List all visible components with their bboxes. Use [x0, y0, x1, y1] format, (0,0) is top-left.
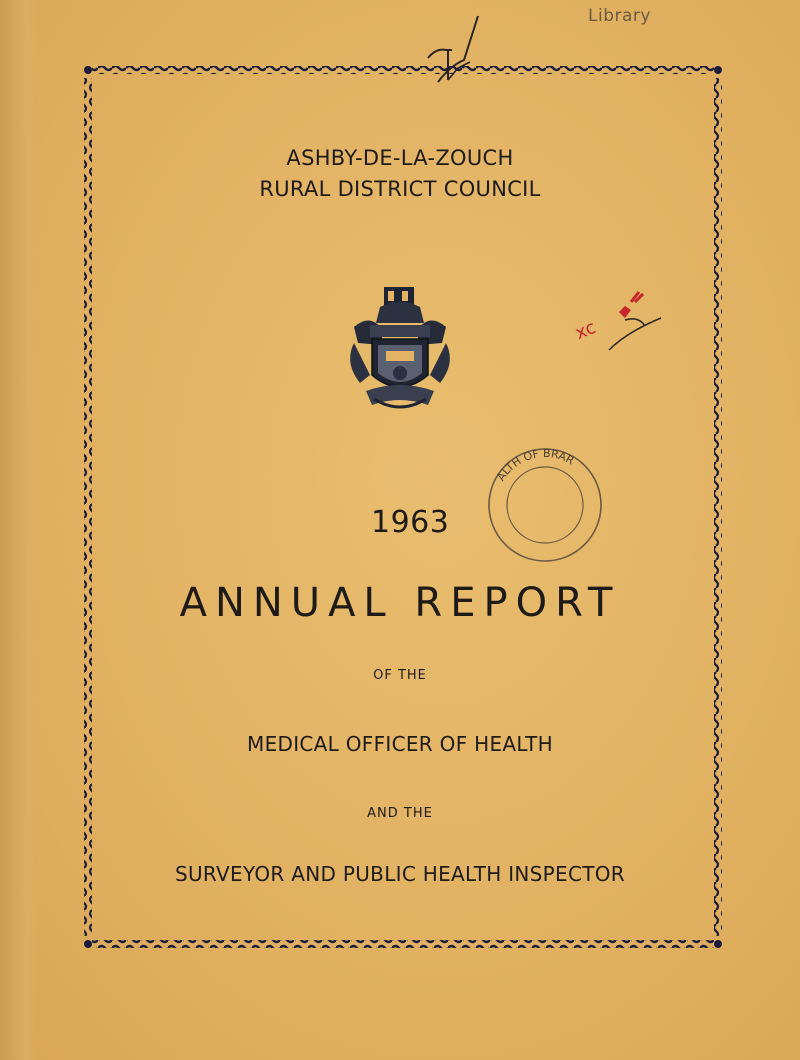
svg-text:xc: xc — [572, 316, 599, 345]
circular-seal-icon — [475, 443, 615, 568]
council-name-line2: RURAL DISTRICT COUNCIL — [259, 177, 541, 201]
and-the-label: AND THE — [367, 806, 433, 821]
coat-of-arms-icon — [340, 283, 460, 423]
medical-officer-title: MEDICAL OFFICER OF HEALTH — [247, 732, 553, 756]
seal-lettering: ALTH OF BRAR — [494, 446, 577, 484]
surveyor-title: SURVEYOR AND PUBLIC HEALTH INSPECTOR — [175, 862, 625, 886]
report-title: ANNUAL REPORT — [179, 580, 621, 626]
council-name-line1: ASHBY-DE-LA-ZOUCH — [286, 146, 514, 170]
council-name — [0, 143, 800, 205]
svg-text:ALTH OF BRAR — [494, 447, 576, 484]
report-year: 1963 — [371, 505, 450, 540]
library-handwritten-note: Library — [588, 6, 651, 26]
library-stamp-icon — [565, 280, 665, 360]
of-the-label: OF THE — [373, 668, 427, 683]
